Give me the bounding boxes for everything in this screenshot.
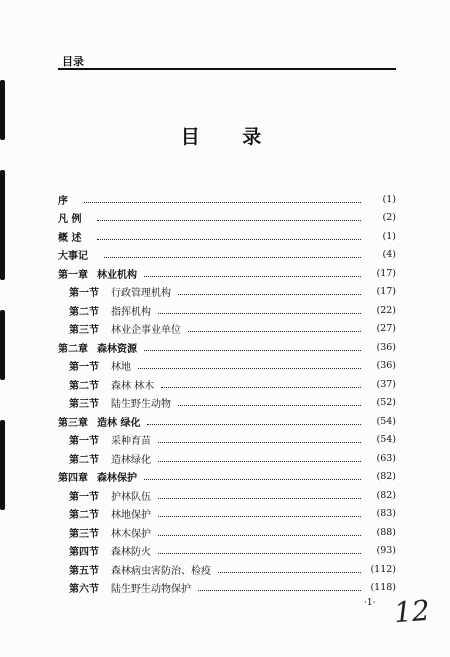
dot-leader bbox=[158, 442, 361, 443]
toc-entry-title: 指挥机构 bbox=[111, 306, 151, 318]
toc-section-entry bbox=[58, 320, 396, 339]
toc-entry-title: 森林病虫害防治、检疫 bbox=[111, 565, 211, 577]
toc-entry-title: 采种育苗 bbox=[111, 436, 151, 448]
dot-leader bbox=[138, 368, 361, 369]
dot-leader bbox=[218, 572, 361, 573]
toc-entry-title: 林木保护 bbox=[111, 528, 151, 540]
toc-entry-number: 第二节 bbox=[69, 454, 99, 466]
toc-entry-number: 大事记 bbox=[58, 251, 88, 263]
toc-entry-number: 第二节 bbox=[69, 306, 99, 318]
toc-entry-title: 林业企事业单位 bbox=[111, 325, 181, 337]
toc-entry-title: 陆生野生动物保护 bbox=[111, 584, 191, 596]
toc-entry-title: 造林 绿化 bbox=[97, 417, 141, 429]
toc-chapter-entry bbox=[58, 190, 396, 209]
dot-leader bbox=[147, 424, 361, 425]
toc-chapter-entry bbox=[58, 264, 396, 283]
toc-entry-page: (88) bbox=[376, 526, 396, 538]
dot-leader bbox=[104, 257, 361, 258]
toc-entry-page: (2) bbox=[382, 212, 396, 224]
dot-leader bbox=[161, 387, 361, 388]
toc-entry-page: (4) bbox=[382, 249, 396, 261]
dot-leader bbox=[158, 313, 361, 314]
toc-entry-number: 第二节 bbox=[69, 510, 99, 522]
dot-leader bbox=[144, 276, 361, 277]
toc-entry-title: 行政管理机构 bbox=[111, 288, 171, 300]
toc-section-entry bbox=[58, 505, 396, 524]
toc-section-entry bbox=[58, 542, 396, 561]
toc-entry-number: 第三章 bbox=[58, 417, 88, 429]
toc-entry-number: 第二节 bbox=[69, 380, 99, 392]
toc-entry-title: 林地 bbox=[111, 362, 131, 374]
toc-entry-page: (22) bbox=[376, 304, 396, 316]
toc-entry-number: 第一节 bbox=[69, 436, 99, 448]
dot-leader bbox=[97, 239, 361, 240]
toc-entry-page: (1) bbox=[382, 193, 396, 205]
toc-entry-page: (54) bbox=[376, 415, 396, 427]
toc-entry-page: (112) bbox=[370, 563, 396, 575]
toc-section-entry bbox=[58, 283, 396, 302]
dot-leader bbox=[198, 590, 361, 591]
toc-entry-title: 林业机构 bbox=[97, 269, 137, 281]
toc-entry-number: 序 bbox=[58, 195, 68, 207]
toc-section-entry bbox=[58, 449, 396, 468]
toc-section-entry bbox=[58, 431, 396, 450]
toc-entry-title: 林地保护 bbox=[111, 510, 151, 522]
toc-section-entry bbox=[58, 301, 396, 320]
toc-entry-page: (82) bbox=[376, 471, 396, 483]
toc-chapter-entry bbox=[58, 227, 396, 246]
dot-leader bbox=[84, 202, 361, 203]
dot-leader bbox=[158, 535, 361, 536]
toc-entry-number: 第一节 bbox=[69, 362, 99, 374]
dot-leader bbox=[188, 331, 361, 332]
toc-entry-number: 第一章 bbox=[58, 269, 88, 281]
toc-section-entry bbox=[58, 394, 396, 413]
page-title: 目 录 bbox=[180, 126, 280, 148]
toc-entry-number: 第六节 bbox=[69, 584, 99, 596]
table-of-contents bbox=[58, 190, 396, 597]
binding-marks bbox=[0, 80, 8, 540]
toc-entry-page: (1) bbox=[382, 230, 396, 242]
toc-entry-title: 陆生野生动物 bbox=[111, 399, 171, 411]
toc-entry-title: 森林防火 bbox=[111, 547, 151, 559]
dot-leader bbox=[158, 498, 361, 499]
toc-chapter-entry bbox=[58, 468, 396, 487]
toc-entry-number: 第五节 bbox=[69, 565, 99, 577]
handwritten-page-number: 12 bbox=[392, 593, 431, 630]
toc-entry-page: (17) bbox=[376, 267, 396, 279]
toc-entry-page: (118) bbox=[370, 582, 396, 594]
toc-entry-number: 第三节 bbox=[69, 528, 99, 540]
toc-entry-page: (36) bbox=[376, 341, 396, 353]
toc-entry-title: 森林保护 bbox=[97, 473, 137, 485]
dot-leader bbox=[97, 220, 361, 221]
toc-entry-page: (54) bbox=[376, 434, 396, 446]
toc-section-entry bbox=[58, 357, 396, 376]
toc-chapter-entry bbox=[58, 412, 396, 431]
toc-entry-page: (93) bbox=[376, 545, 396, 557]
toc-chapter-entry bbox=[58, 338, 396, 357]
running-header: 目录 bbox=[62, 55, 84, 68]
toc-entry-page: (17) bbox=[376, 286, 396, 298]
header-rule bbox=[58, 68, 396, 70]
dot-leader bbox=[178, 405, 361, 406]
dot-leader bbox=[158, 516, 361, 517]
toc-entry-number: 第一节 bbox=[69, 491, 99, 503]
dot-leader bbox=[178, 294, 361, 295]
toc-section-entry bbox=[58, 486, 396, 505]
toc-section-entry bbox=[58, 579, 396, 598]
toc-entry-title: 造林绿化 bbox=[111, 454, 151, 466]
toc-entry-number: 第四节 bbox=[69, 547, 99, 559]
toc-entry-number: 概 述 bbox=[58, 232, 82, 244]
dot-leader bbox=[144, 479, 361, 480]
toc-entry-page: (37) bbox=[376, 378, 396, 390]
toc-entry-number: 第三节 bbox=[69, 399, 99, 411]
toc-entry-page: (83) bbox=[376, 508, 396, 520]
toc-chapter-entry bbox=[58, 209, 396, 228]
toc-section-entry bbox=[58, 523, 396, 542]
toc-entry-page: (27) bbox=[376, 323, 396, 335]
toc-entry-number: 第二章 bbox=[58, 343, 88, 355]
toc-entry-number: 第四章 bbox=[58, 473, 88, 485]
toc-section-entry bbox=[58, 560, 396, 579]
toc-entry-title: 森林 林木 bbox=[111, 380, 155, 392]
dot-leader bbox=[158, 553, 361, 554]
toc-entry-title: 护林队伍 bbox=[111, 491, 151, 503]
dot-leader bbox=[144, 350, 361, 351]
toc-entry-page: (36) bbox=[376, 360, 396, 372]
toc-entry-number: 凡 例 bbox=[58, 214, 82, 226]
toc-entry-page: (52) bbox=[376, 397, 396, 409]
dot-leader bbox=[158, 461, 361, 462]
toc-chapter-entry bbox=[58, 246, 396, 265]
toc-entry-title: 森林资源 bbox=[97, 343, 137, 355]
toc-entry-number: 第一节 bbox=[69, 288, 99, 300]
toc-entry-page: (82) bbox=[376, 489, 396, 501]
toc-entry-number: 第三节 bbox=[69, 325, 99, 337]
page-number: ·1· bbox=[364, 598, 376, 608]
toc-section-entry bbox=[58, 375, 396, 394]
toc-entry-page: (63) bbox=[376, 452, 396, 464]
